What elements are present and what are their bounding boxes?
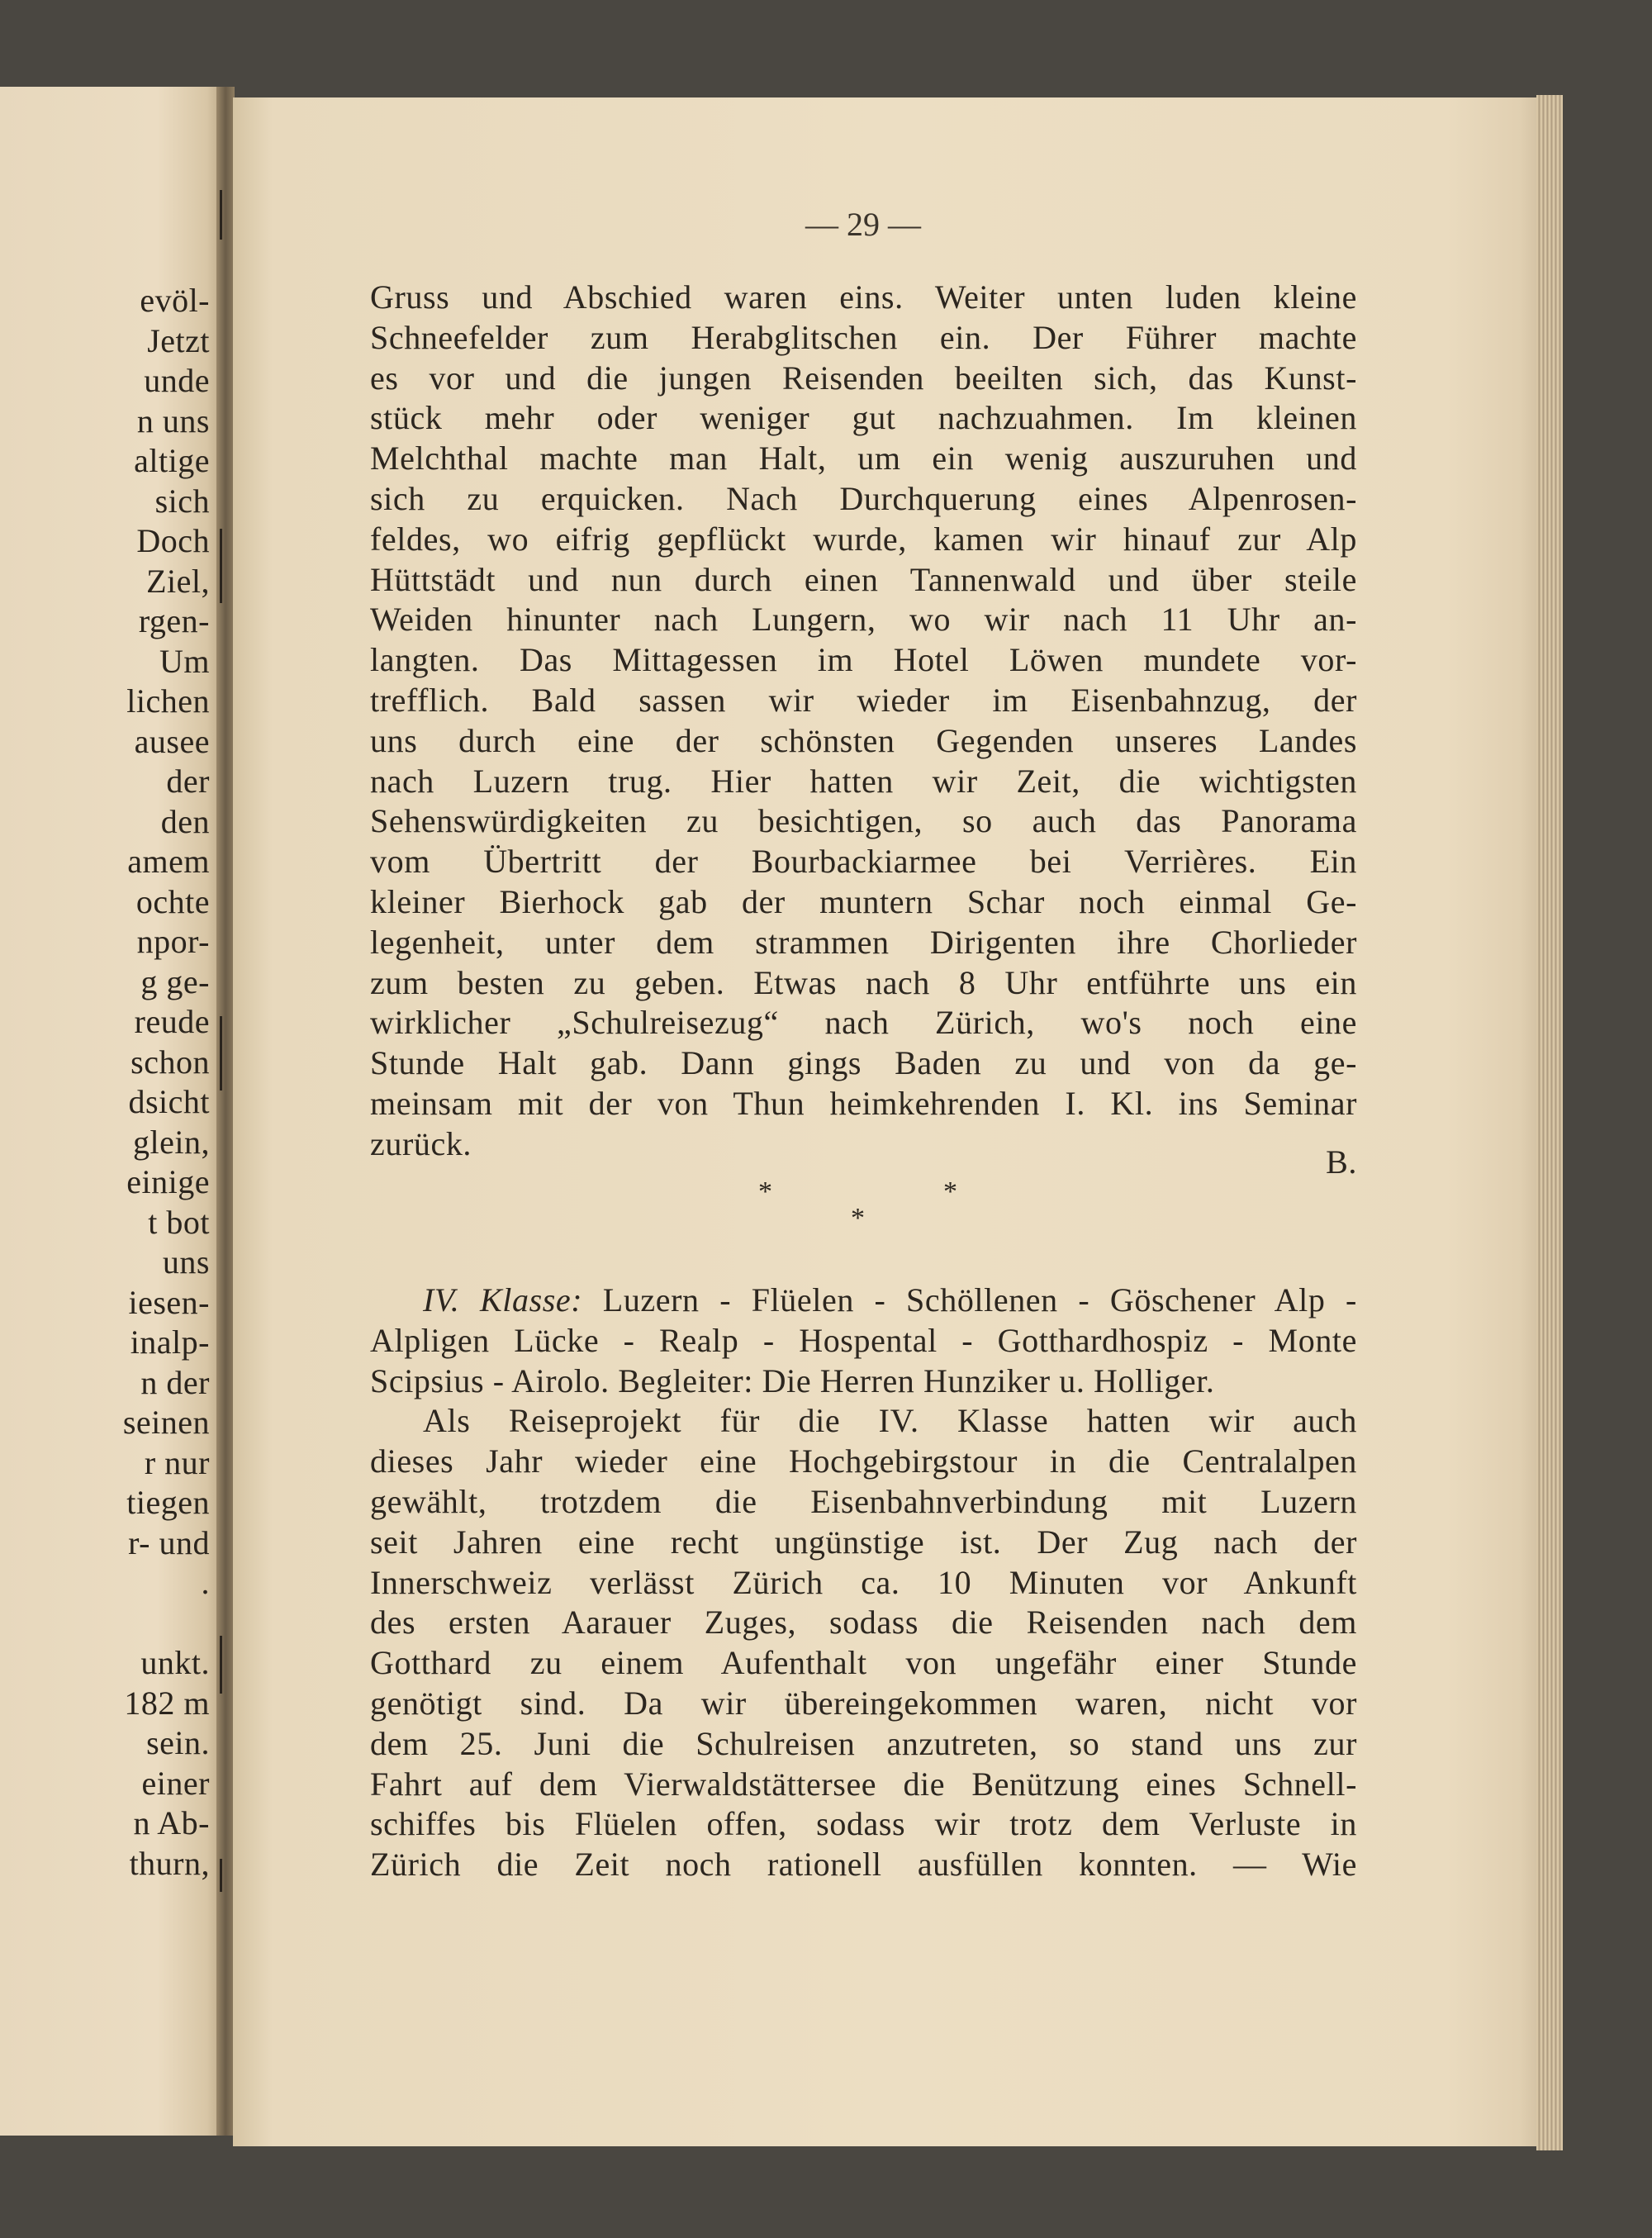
text-line: Fahrt auf dem Vierwaldstättersee die Benützung eines Schnell- — [370, 1765, 1357, 1803]
left-page-line: einige — [126, 1163, 210, 1200]
left-page-line: n Ab- — [133, 1804, 210, 1841]
text-line: Weiden hinunter nach Lungern, wo wir nach 11 Uhr an- — [370, 601, 1357, 639]
text-line: kleiner Bierhock gab der muntern Schar noch einmal Ge- — [370, 882, 1357, 920]
left-page-line: dsicht — [128, 1083, 210, 1120]
gutter-mark — [220, 1636, 222, 1694]
left-page — [0, 87, 225, 2136]
left-page-line: ausee — [134, 722, 210, 760]
author-signature: B. — [1326, 1143, 1357, 1181]
text-line: Hüttstädt und nun durch einen Tannenwald und über steile — [370, 560, 1357, 598]
left-page-line: 182 m — [124, 1684, 210, 1722]
heading-route-text: Luzern - Flüelen - Schöllenen - Göschener Alp - — [602, 1281, 1357, 1319]
section-heading-line: Scipsius - Airolo. Begleiter: Die Herren Hunziker u. Holliger. — [370, 1361, 1215, 1399]
text-line: sich zu erquicken. Nach Durchquerung eines Alpenrosen- — [370, 479, 1357, 517]
asterisk: * — [943, 1176, 957, 1207]
left-page-line: uns — [162, 1243, 210, 1281]
left-page-line: der — [166, 763, 210, 800]
text-line: schiffes bis Flüelen offen, sodass wir trotz dem Verluste in — [370, 1805, 1357, 1843]
left-page-line: glein, — [133, 1123, 210, 1161]
left-page-line: seinen — [122, 1404, 210, 1441]
page-number-text: — 29 — — [805, 206, 921, 243]
text-line: vom Übertritt der Bourbackiarmee bei Verrières. Ein — [370, 843, 1357, 881]
left-page-line: Um — [159, 642, 210, 680]
left-page-line: n uns — [136, 402, 210, 440]
book-gutter — [216, 87, 235, 2136]
left-page-line: rgen- — [138, 602, 210, 639]
text-line: nach Luzern trug. Hier hatten wir Zeit, die wichtigsten — [370, 762, 1357, 800]
left-page-line: Jetzt — [147, 321, 210, 359]
left-page-line: sein. — [146, 1724, 210, 1761]
left-page-line: unde — [144, 362, 210, 399]
left-page-line: altige — [134, 442, 210, 479]
section-separator — [727, 1176, 975, 1243]
asterisk: * — [851, 1203, 865, 1233]
left-page-line: iesen- — [128, 1283, 210, 1321]
left-page-line: r nur — [144, 1443, 210, 1481]
klasse-label: IV. Klasse: — [423, 1281, 583, 1319]
text-line: Als Reiseprojekt für die IV. Klasse hatten wir auch — [423, 1402, 1357, 1440]
left-page-line: tiegen — [126, 1484, 210, 1521]
gutter-mark — [220, 529, 222, 603]
text-line: wirklicher „Schulreisezug“ nach Zürich, wo's noch eine — [370, 1004, 1357, 1042]
text-line: Gotthard zu einem Aufenthalt von ungefähr einer Stunde — [370, 1644, 1357, 1682]
text-line: stück mehr oder weniger gut nachzuahmen. Im kleinen — [370, 399, 1357, 437]
left-page-line: r- und — [128, 1523, 210, 1561]
text-line: Gruss und Abschied waren eins. Weiter unten luden kleine — [370, 278, 1357, 316]
text-line: dieses Jahr wieder eine Hochgebirgstour in die Centralalpen — [370, 1442, 1357, 1480]
gutter-mark — [220, 1016, 222, 1090]
text-line: Melchthal machte man Halt, um ein wenig auszuruhen und — [370, 440, 1357, 478]
text-line: uns durch eine der schönsten Gegenden unseres Landes — [370, 721, 1357, 759]
left-page-line: den — [160, 802, 210, 840]
left-page-line: npor- — [136, 923, 210, 960]
left-page-line: unkt. — [140, 1644, 210, 1681]
left-page-line: sich — [154, 482, 210, 520]
text-line: gewählt, trotzdem die Eisenbahnverbindung mit Luzern — [370, 1482, 1357, 1520]
text-line: Schneefelder zum Herabglitschen ein. Der Führer machte — [370, 318, 1357, 356]
text-line: Zürich die Zeit noch rationell ausfüllen konnten. — Wie — [370, 1846, 1357, 1884]
text-line: legenheit, unter dem strammen Dirigenten ihre Chorlieder — [370, 923, 1357, 961]
text-line: genötigt sind. Da wir übereingekommen waren, nicht vor — [370, 1684, 1357, 1722]
section-heading-line: Alpligen Lücke - Realp - Hospental - Gotthardhospiz - Monte — [370, 1321, 1357, 1359]
left-page-line: inalp- — [130, 1323, 210, 1361]
section-heading-line — [370, 1281, 1357, 1321]
left-page-line: lichen — [126, 682, 210, 720]
final-word: zurück. — [370, 1124, 472, 1162]
text-line: des ersten Aarauer Zuges, sodass die Reisenden nach dem — [370, 1604, 1357, 1642]
left-page-line: thurn, — [129, 1844, 210, 1882]
text-line: Stunde Halt gab. Dann gings Baden zu und von da ge- — [370, 1044, 1357, 1082]
klasse-section — [370, 1281, 1357, 1885]
text-line: Sehenswürdigkeiten zu besichtigen, so auch das Panorama — [370, 802, 1357, 840]
text-line: Innerschweiz verlässt Zürich ca. 10 Minuten vor Ankunft — [370, 1563, 1357, 1601]
left-page-line: ochte — [135, 882, 210, 920]
text-line: seit Jahren eine recht ungünstige ist. Der Zug nach der — [370, 1523, 1357, 1561]
text-line: zum besten zu geben. Etwas nach 8 Uhr entführte uns ein — [370, 963, 1357, 1001]
page-edges — [1536, 95, 1563, 2150]
left-page-line: amem — [127, 843, 210, 880]
text-line: es vor und die jungen Reisenden beeilten sich, das Kunst- — [370, 359, 1357, 397]
left-page-line: reude — [134, 1003, 210, 1040]
gutter-mark — [220, 1859, 222, 1892]
left-page-line: n der — [140, 1363, 210, 1401]
left-page-line: . — [201, 1564, 210, 1601]
page-number — [0, 205, 1652, 244]
left-page-line: g ge- — [140, 962, 210, 1000]
text-line: feldes, wo eifrig gepflückt wurde, kamen wir hinauf zur Alp — [370, 520, 1357, 558]
left-page-line: Doch — [136, 522, 210, 559]
text-line: trefflich. Bald sassen wir wieder im Eisenbahnzug, der — [370, 681, 1357, 719]
asterisk: * — [758, 1176, 772, 1207]
left-page-line: t bot — [148, 1203, 210, 1241]
text-line: meinsam mit der von Thun heimkehrenden I. Kl. ins Seminar — [370, 1084, 1357, 1122]
left-page-line: Ziel, — [146, 562, 210, 600]
text-line-final — [370, 1124, 1357, 1181]
left-page-line: schon — [131, 1043, 210, 1081]
report-continuation — [370, 278, 1357, 1181]
text-line: langten. Das Mittagessen im Hotel Löwen mundete vor- — [370, 641, 1357, 679]
left-page-line: einer — [141, 1764, 210, 1802]
text-line: dem 25. Juni die Schulreisen anzutreten, so stand uns zur — [370, 1724, 1357, 1762]
left-page-line: evöl- — [140, 282, 210, 319]
